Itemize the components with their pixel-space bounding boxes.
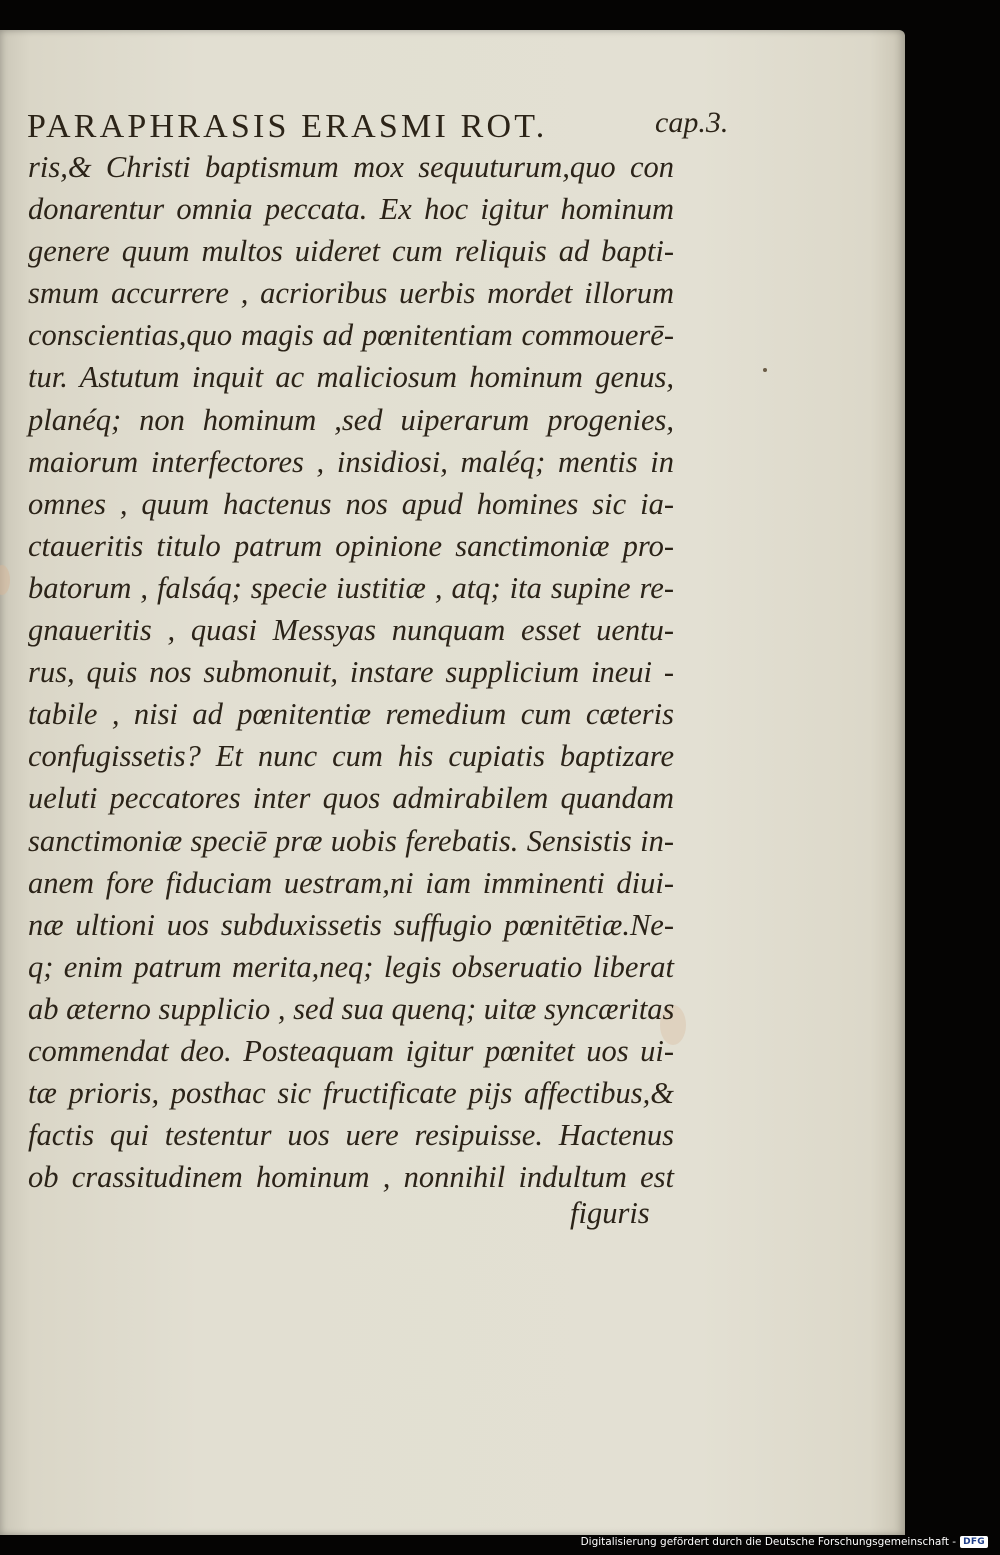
text-line: tæ prioris, posthac sic fructificate pijs affectibus,& bbox=[28, 1076, 674, 1111]
body-text bbox=[28, 146, 678, 1198]
text-line: commendat deo. Posteaquam igitur pœnitet uos ui- bbox=[28, 1033, 674, 1068]
text-line: factis qui testentur uos uere resipuisse. Hactenus bbox=[28, 1118, 674, 1153]
catchword: figuris bbox=[570, 1196, 650, 1230]
text-line: tabile , nisi ad pœnitentiæ remedium cum cæteris bbox=[28, 697, 674, 732]
text-line: conscientias,quo magis ad pœnitentiam commouerē- bbox=[28, 318, 674, 353]
text-line: ab æterno supplicio , sed sua quenq; uitæ syncæritas bbox=[28, 991, 675, 1026]
ink-speck bbox=[763, 368, 767, 372]
text-line: rus, quis nos submonuit, instare supplicium ineui - bbox=[28, 655, 674, 690]
text-line: ueluti peccatores inter quos admirabilem quandam bbox=[28, 781, 674, 816]
text-line: confugissetis? Et nunc cum his cupiatis baptizare bbox=[28, 739, 674, 774]
text-line: batorum , falsáq; specie iustitiæ , atq; ita supine re- bbox=[28, 570, 674, 605]
footer-credit bbox=[581, 1531, 988, 1553]
text-line: ob crassitudinem hominum , nonnihil indultum est bbox=[28, 1160, 674, 1195]
text-line: planéq; non hominum ,sed uiperarum progenies, bbox=[28, 402, 674, 437]
text-line: q; enim patrum merita,neq; legis obseruatio liberat bbox=[28, 949, 674, 984]
dfg-logo-icon: DFG bbox=[960, 1536, 988, 1548]
paper-stain bbox=[0, 565, 10, 595]
text-line: ris,& Christi baptismum mox sequuturum,quo con bbox=[28, 150, 674, 184]
running-title: PARAPHRASIS ERASMI ROT. bbox=[27, 108, 548, 145]
text-line: næ ultioni uos subduxissetis suffugio pœnitētiæ.Ne- bbox=[28, 907, 674, 942]
text-line: genere quum multos uideret cum reliquis ad bapti- bbox=[28, 234, 674, 269]
text-line: tur. Astutum inquit ac maliciosum hominum genus, bbox=[28, 360, 674, 395]
text-line: omnes , quum hactenus nos apud homines sic ia- bbox=[28, 486, 674, 521]
text-line: gnaueritis , quasi Messyas nunquam esset uentu- bbox=[28, 613, 674, 648]
text-line: ctaueritis titulo patrum opinione sanctimoniæ pro- bbox=[28, 528, 674, 563]
page-header bbox=[27, 108, 747, 148]
credit-text: Digitalisierung gefördert durch die Deutsche Forschungsgemeinschaft - bbox=[580, 1536, 957, 1548]
text-line: anem fore fiduciam uestram,ni iam imminenti diui- bbox=[28, 865, 674, 900]
chapter-note: cap.3. bbox=[655, 106, 729, 139]
text-line: donarentur omnia peccata. Ex hoc igitur hominum bbox=[28, 192, 674, 227]
text-line: sanctimoniæ speciē præ uobis ferebatis. Sensistis in- bbox=[28, 823, 674, 858]
text-line: smum accurrere , acrioribus uerbis mordet illorum bbox=[28, 276, 674, 311]
text-line: maiorum interfectores , insidiosi, maléq; mentis in bbox=[28, 444, 674, 479]
